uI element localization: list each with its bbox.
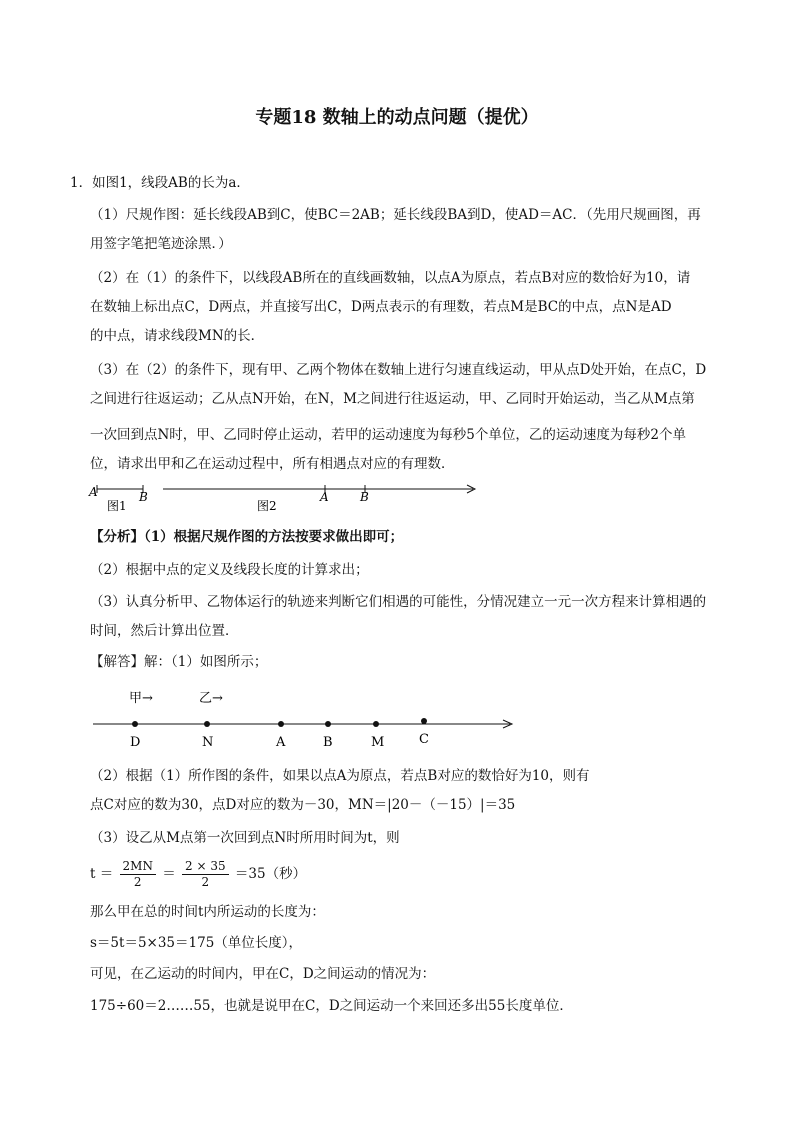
question-part2-line3: 的中点，请求线段MN的长． bbox=[90, 328, 265, 344]
fraction-equation bbox=[90, 858, 306, 890]
eq-result: ＝35（秒） bbox=[234, 866, 307, 882]
point-label-m: M bbox=[371, 735, 385, 750]
fig1-label-b: B bbox=[139, 490, 148, 504]
fig2-caption: 图2 bbox=[257, 499, 277, 513]
point-label-d: D bbox=[130, 735, 141, 750]
analysis-line2: （2）根据中点的定义及线段长度的计算求出； bbox=[90, 562, 369, 578]
fraction2-denominator: 2 bbox=[201, 875, 210, 889]
point-label-a: A bbox=[276, 735, 286, 750]
solution-part3-line3: 那么甲在总的时间t内所运动的长度为： bbox=[90, 904, 325, 920]
number-line-figure bbox=[85, 685, 525, 755]
answer-line1: 【解答】解：（1）如图所示； bbox=[90, 654, 268, 670]
question-intro: 1．如图1，线段AB的长为a． bbox=[70, 175, 250, 191]
question-part1-line1: （1）尺规作图：延长线段AB到C，使BC＝2AB；延长线段BA到D，使AD＝AC．（先用尺规画图，再 bbox=[90, 207, 701, 223]
question-part3-line4: 位，请求出甲和乙在运动过程中，所有相遇点对应的有理数． bbox=[90, 456, 455, 472]
point-label-n: N bbox=[202, 735, 214, 750]
fig2-label-a: A bbox=[320, 490, 329, 504]
solution-part3-line1: （3）设乙从M点第一次回到点N时所用时间为t，则 bbox=[90, 830, 400, 846]
solution-part3-line6: 175÷60＝2……55，也就是说甲在C，D之间运动一个来回还多出55长度单位． bbox=[90, 998, 573, 1014]
question-part1-line2: 用签字笔把笔迹涂黑．） bbox=[90, 236, 232, 252]
analysis-line4: 时间，然后计算出位置． bbox=[90, 623, 239, 639]
fraction1-numerator: 2MN bbox=[120, 859, 156, 875]
figure-1-2 bbox=[85, 480, 485, 516]
question-part3-line1: （3）在（2）的条件下，现有甲、乙两个物体在数轴上进行匀速直线运动，甲从点D处开始，在点C，D bbox=[90, 362, 707, 378]
solution-part2-line2: 点C对应的数为30，点D对应的数为－30，MN＝|20－（－15）|＝35 bbox=[90, 797, 516, 813]
fig1-label-a: A bbox=[89, 485, 98, 499]
question-part3-line3: 一次回到点N时，甲、乙同时停止运动，若甲的运动速度为每秒5个单位，乙的运动速度为每秒2个单 bbox=[90, 427, 686, 443]
solution-part3-line4: s＝5t＝5×35＝175（单位长度）， bbox=[90, 935, 303, 951]
question-part2-line1: （2）在（1）的条件下，以线段AB所在的直线画数轴，以点A为原点，若点B对应的数恰好为10，请 bbox=[90, 270, 691, 286]
fraction-2x35-over-2 bbox=[182, 859, 229, 890]
analysis-line1: 【分析】（1）根据尺规作图的方法按要求做出即可； bbox=[90, 529, 404, 545]
question-part2-line2: 在数轴上标出点C，D两点，并直接写出C，D两点表示的有理数，若点M是BC的中点，点N是AD bbox=[90, 299, 672, 315]
solution-part3-line5: 可见，在乙运动的时间内，甲在C，D之间运动的情况为： bbox=[90, 966, 436, 982]
jia-label: 甲→ bbox=[129, 691, 153, 706]
point-label-b: B bbox=[323, 735, 333, 750]
page-title: 专题18 数轴上的动点问题（提优） bbox=[255, 107, 539, 128]
fig2-label-b: B bbox=[360, 490, 369, 504]
point-label-c: C bbox=[419, 732, 429, 747]
fraction1-denominator: 2 bbox=[133, 875, 142, 889]
question-part3-line2: 之间进行往返运动；乙从点N开始，在N，M之间进行往返运动，甲、乙同时开始运动，当乙从M点第 bbox=[90, 391, 695, 407]
analysis-line3: （3）认真分析甲、乙物体运行的轨迹来判断它们相遇的可能性，分情况建立一元一次方程来计算相遇的 bbox=[90, 594, 707, 610]
eq-t-label: t ＝ bbox=[90, 866, 114, 882]
fraction-2mn-over-2 bbox=[120, 859, 156, 890]
fig1-caption: 图1 bbox=[107, 499, 127, 513]
fraction2-numerator: 2 × 35 bbox=[182, 859, 229, 875]
yi-label: 乙→ bbox=[199, 691, 223, 706]
eq-sign-1: ＝ bbox=[162, 866, 176, 882]
solution-part2-line1: （2）根据（1）所作图的条件，如果以点A为原点，若点B对应的数恰好为10，则有 bbox=[90, 768, 590, 784]
